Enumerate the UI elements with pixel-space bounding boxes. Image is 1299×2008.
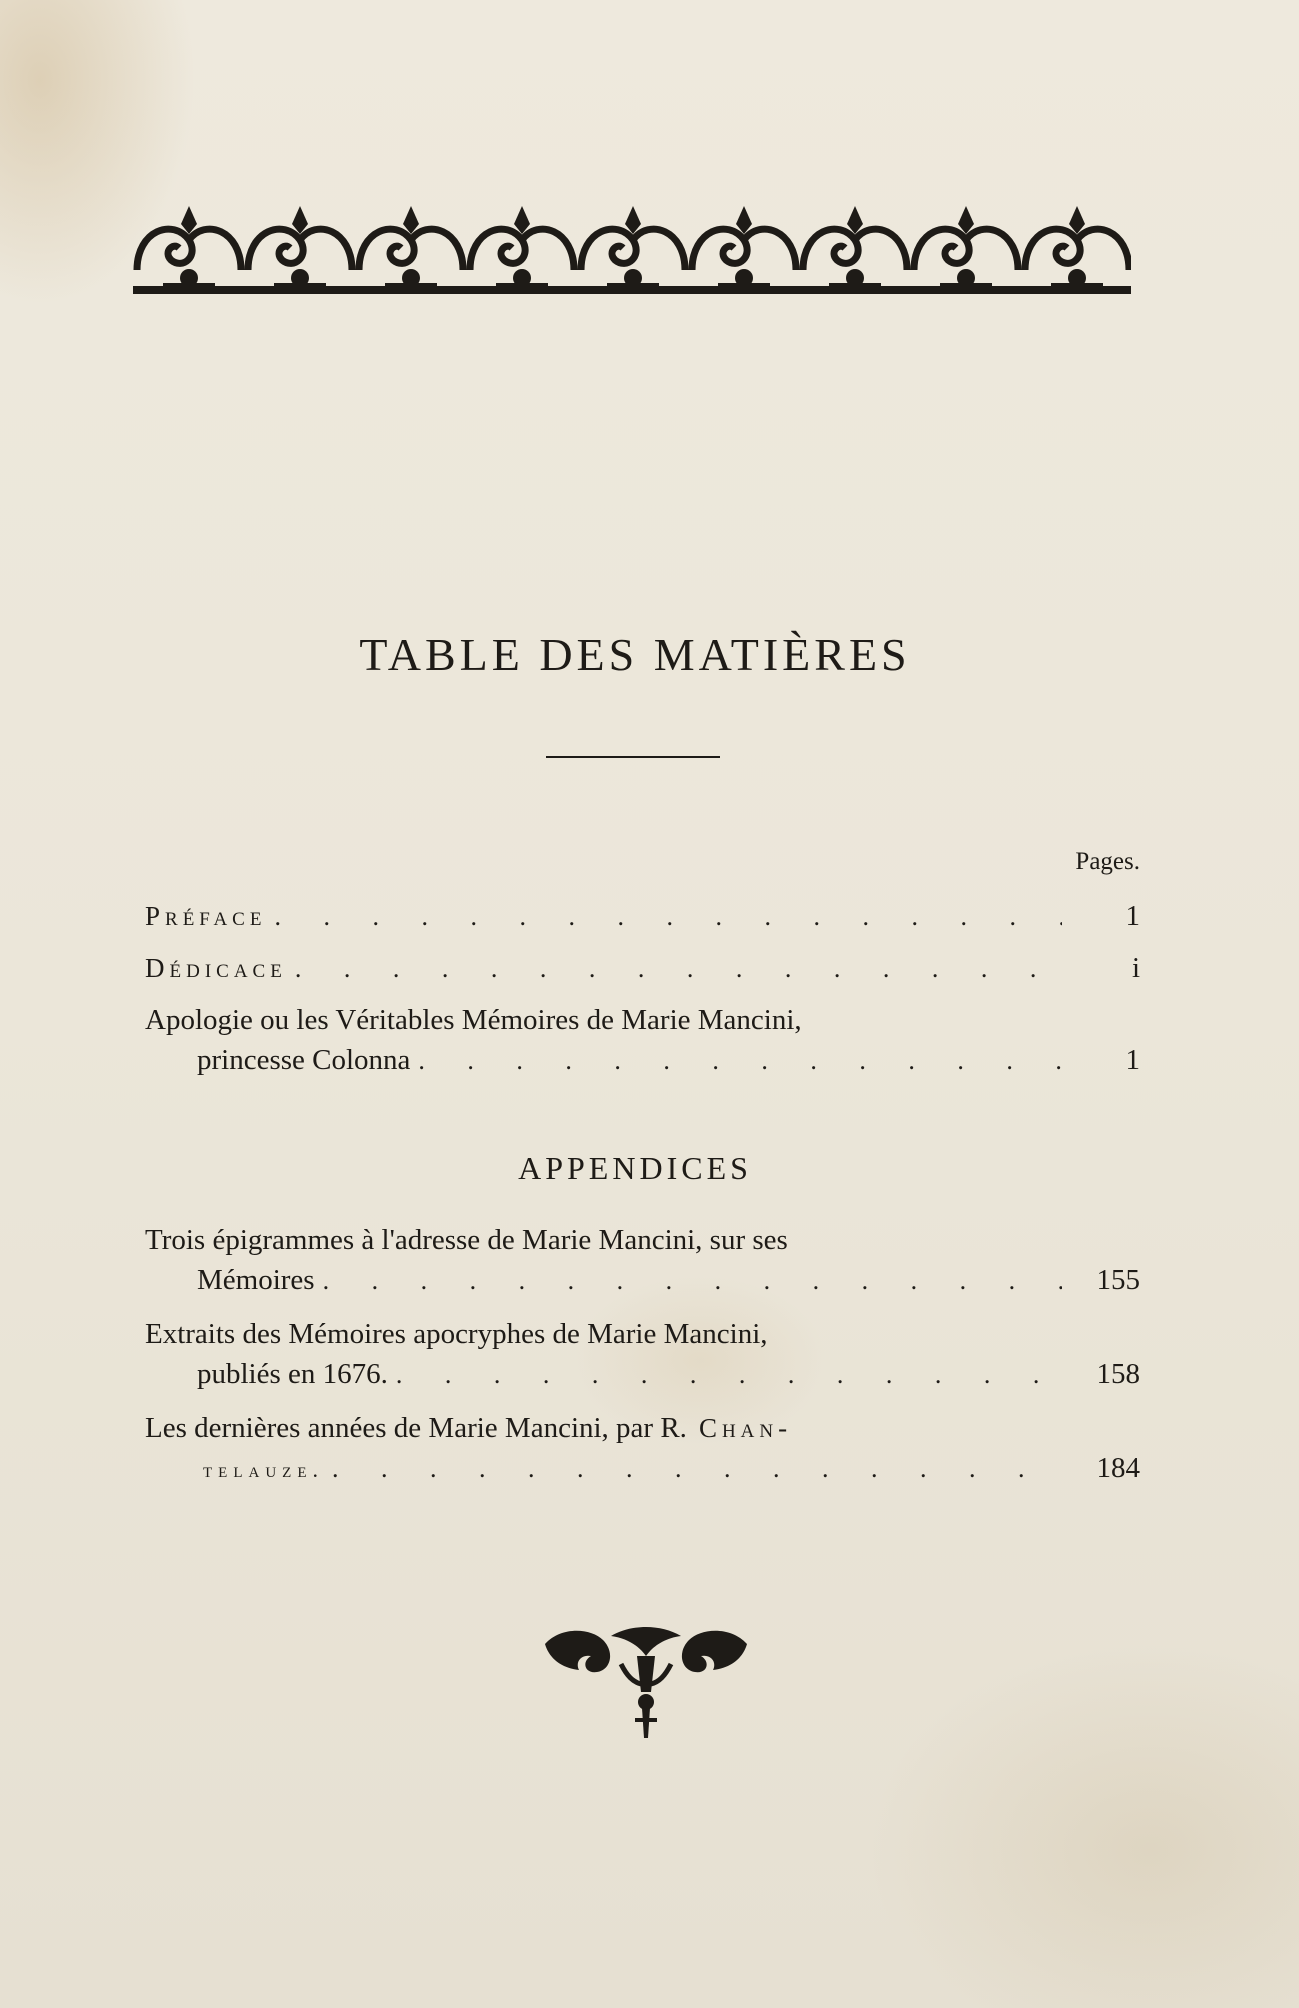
entry-label: Préface: [145, 901, 267, 931]
entry-label-line1: Apologie ou les Véritables Mémoires de Marie Mancini,: [145, 1004, 802, 1036]
dot-leader: [295, 949, 1062, 989]
dot-leader: [332, 1449, 1062, 1489]
page-title: TABLE DES MATIÈRES: [359, 629, 911, 680]
dot-leader: [396, 1355, 1062, 1395]
entry-page: 158: [1096, 1358, 1140, 1390]
toc-entry-dedicace[interactable]: [145, 948, 1140, 989]
ornamental-header-band: [133, 200, 1131, 296]
entry-label-line1: Les dernières années de Marie Mancini, par R.: [145, 1412, 687, 1444]
entry-label-line2: telauze.: [203, 1457, 324, 1482]
entry-label-line2: Mémoires: [197, 1264, 315, 1296]
entry-label-line2: publiés en 1676.: [197, 1358, 388, 1390]
fleuron-ornament: [541, 1616, 751, 1740]
entry-label-line1: Trois épigrammes à l'adresse de Marie Mancini, sur ses: [145, 1224, 788, 1256]
entry-page: 184: [1096, 1452, 1140, 1484]
toc-entry-epigrammes[interactable]: [145, 1220, 1140, 1301]
dot-leader: [274, 897, 1062, 937]
toc-entry-apologie[interactable]: [145, 1000, 1140, 1081]
dot-leader: [323, 1261, 1062, 1301]
entry-page: 1: [1125, 900, 1140, 932]
entry-label: Dédicace: [145, 953, 287, 983]
pages-column-label: Pages.: [1075, 848, 1140, 875]
entry-page: 1: [1125, 1044, 1140, 1076]
entry-label-author: Chan-: [698, 1413, 793, 1443]
toc-entry-dernieres-annees[interactable]: [145, 1408, 1140, 1490]
entry-page: 155: [1096, 1264, 1140, 1296]
toc-entry-extraits[interactable]: [145, 1314, 1140, 1395]
appendices-heading: APPENDICES: [518, 1150, 752, 1186]
entry-label-line1: Extraits des Mémoires apocryphes de Marie Mancini,: [145, 1318, 768, 1350]
title-rule: [546, 756, 720, 758]
entry-label-line2: princesse Colonna: [197, 1044, 411, 1076]
entry-page: i: [1131, 952, 1140, 984]
dot-leader: [418, 1041, 1062, 1081]
toc-entry-preface[interactable]: [145, 896, 1140, 937]
